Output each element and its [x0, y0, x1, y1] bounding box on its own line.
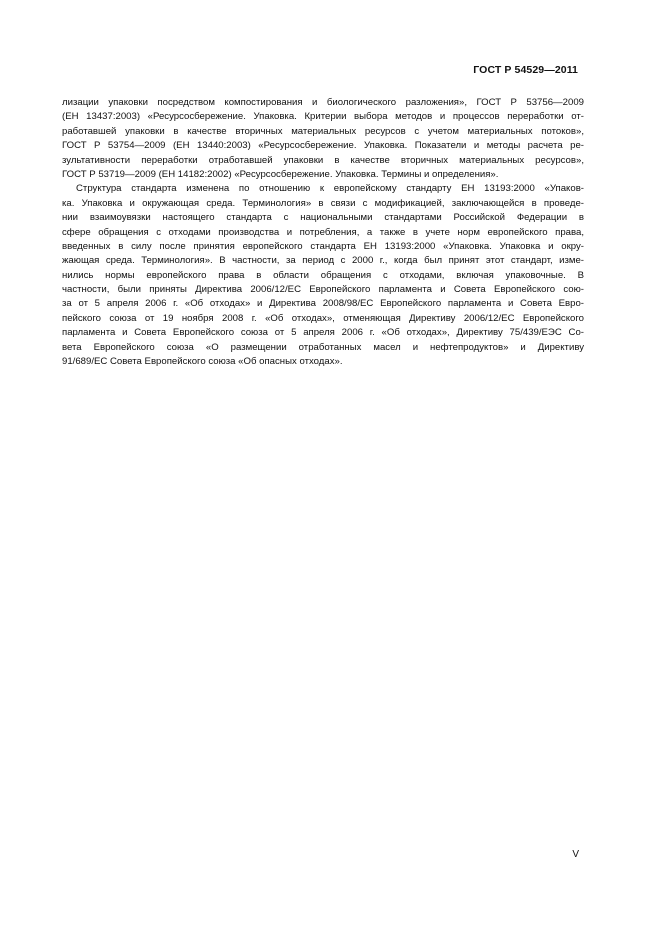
text-line: жающая среда. Терминология». В частности, за период с 2000 г., когда был принят этот стандарт, изме-: [62, 255, 584, 267]
text-line: лизации упаковки посредством компостирования и биологического разложения», ГОСТ Р 53756—2009: [62, 97, 584, 108]
text-line: пейского союза от 19 ноября 2008 г. «Об отходах», отменяющая Директиву 2006/12/ЕС Европейского: [62, 312, 584, 324]
text-line: зультативности переработки отработавшей упаковки в качестве вторичных материальных ресурсов»,: [62, 154, 584, 166]
text-line: частности, были приняты Директива 2006/12/ЕС Европейского парламента и Совета Европейского сою-: [62, 284, 584, 296]
text-line: ГОСТ Р 53719—2009 (ЕН 14182:2002) «Ресурсосбережение. Упаковка. Термины и определения».: [62, 168, 499, 180]
text-line: ка. Упаковка и окружающая среда. Терминология» в связи с модификацией, заключающейся в проведе-: [62, 197, 584, 209]
text-line: нились нормы европейского права в области обращения с отходами, включая упаковочные. В: [62, 269, 584, 281]
paragraph-structure-changes: [62, 182, 584, 369]
paragraph-continuation: [62, 96, 584, 182]
document-body: [62, 96, 584, 369]
text-line: сфере обращения с отходами производства и потребления, а также в учете норм европейского права,: [62, 226, 584, 238]
text-line: работавшей упаковки в качестве вторичных материальных ресурсов с учетом материальных потоков»,: [62, 125, 584, 137]
text-line: ГОСТ Р 53754—2009 (ЕН 13440:2003) «Ресурсосбережение. Упаковка. Показатели и методы расчета ре-: [62, 140, 584, 152]
text-line: вета Европейского союза «О размещении отработанных масел и нефтепродуктов» и Директиву: [62, 341, 584, 353]
text-line: 91/689/ЕС Совета Европейского союза «Об опасных отходах».: [62, 356, 343, 368]
text-line: (ЕН 13437:2003) «Ресурсосбережение. Упаковка. Критерии выбора методов и процессов переработки от-: [62, 111, 584, 123]
page-number: V: [572, 849, 579, 860]
text-line: за от 5 апреля 2006 г. «Об отходах» и Директива 2008/98/ЕС Европейского парламента и Совета Евро-: [62, 298, 584, 310]
text-line: Структура стандарта изменена по отношению к европейскому стандарту ЕН 13193:2000 «Упаков-: [76, 183, 584, 195]
text-line: нии взаимоувязки настоящего стандарта с национальными стандартами Российской Федерации в: [62, 212, 584, 224]
text-line: введенных в силу после принятия европейского стандарта ЕН 13193:2000 «Упаковка. Упаковка и окру-: [62, 240, 584, 252]
document-code-header: ГОСТ Р 54529—2011: [473, 64, 578, 76]
text-line: парламента и Совета Европейского союза от 5 апреля 2006 г. «Об отходах», Директиву 75/439/ЕЭС Со-: [62, 327, 584, 339]
